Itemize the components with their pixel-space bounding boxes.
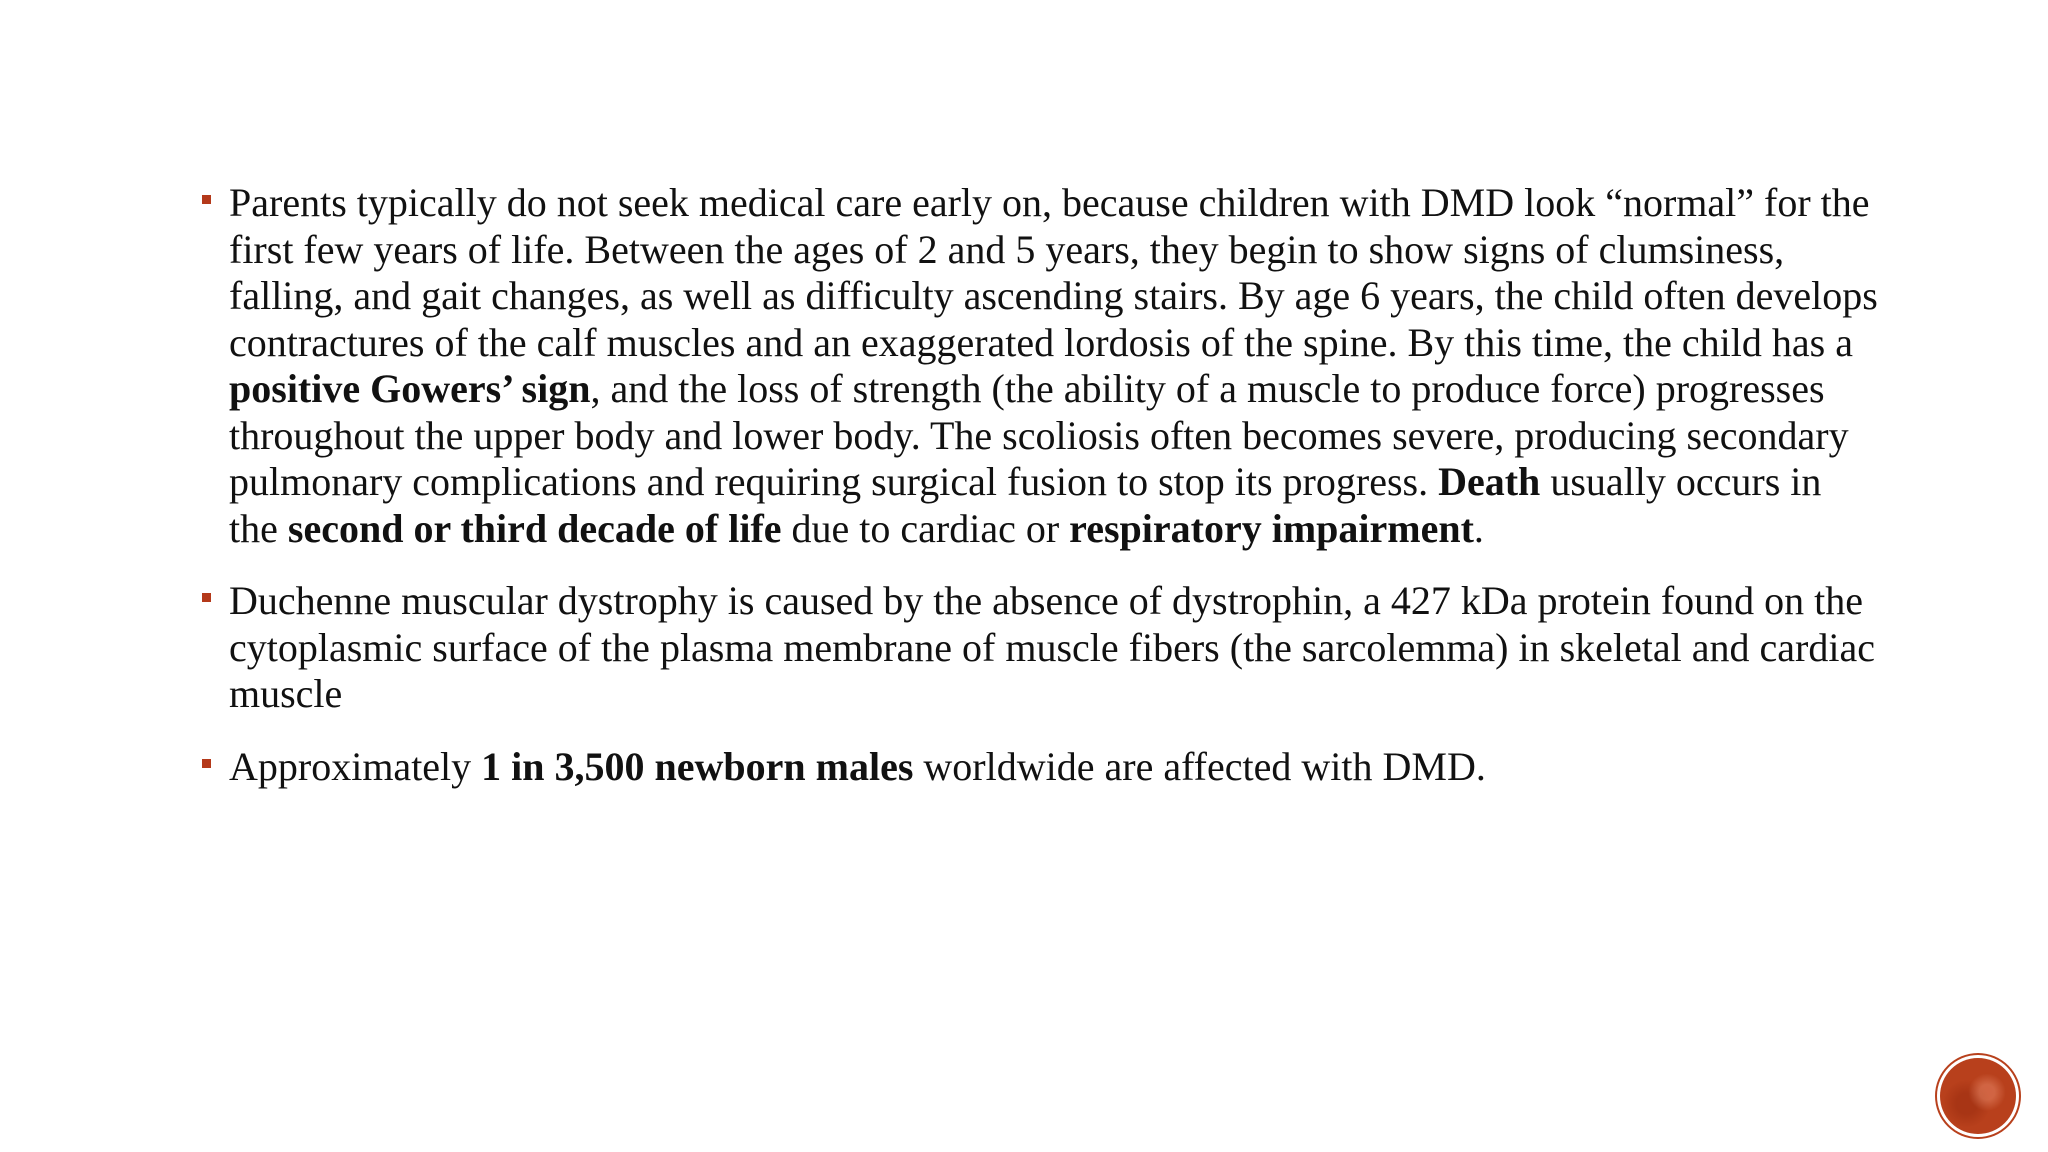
bullet-item [200, 578, 1880, 718]
square-bullet-icon [202, 759, 211, 768]
square-bullet-icon [202, 593, 211, 602]
bullet-item [200, 744, 1880, 791]
badge-texture [1940, 1058, 2016, 1134]
bullet-text: Duchenne muscular dystrophy is caused by the absence of dystrophin, a 427 kDa protein found on the cytoplasmic surface of the plasma membrane of muscle fibers (the sarcolemma) in skeletal and cardiac muscle [229, 578, 1875, 716]
bullet-text: Approximately 1 in 3,500 newborn males worldwide are affected with DMD. [229, 743, 1486, 789]
bullet-list [200, 180, 1880, 790]
bullet-text: Parents typically do not seek medical care early on, because children with DMD look “normal” for the first few years of life. Between the ages of 2 and 5 years, they begin to show signs of clumsiness, falling, and gait changes, as well as difficulty ascending stairs. By age 6 years, the child often develops contractures of the calf muscles and an exaggerated lordosis of the spine. By this time, the child has a positive Gowers’ sign, and the loss of strength (the ability of a muscle to produce force) progresses throughout the upper body and lower body. The scoliosis often becomes severe, producing secondary pulmonary complications and requiring surgical fusion to stop its progress. Death usually occurs in the second or third decade of life due to cardiac or respiratory impairment. [229, 180, 1878, 551]
page-number-badge-icon[interactable] [1940, 1058, 2016, 1134]
square-bullet-icon [202, 195, 211, 204]
bullet-item [200, 180, 1880, 552]
